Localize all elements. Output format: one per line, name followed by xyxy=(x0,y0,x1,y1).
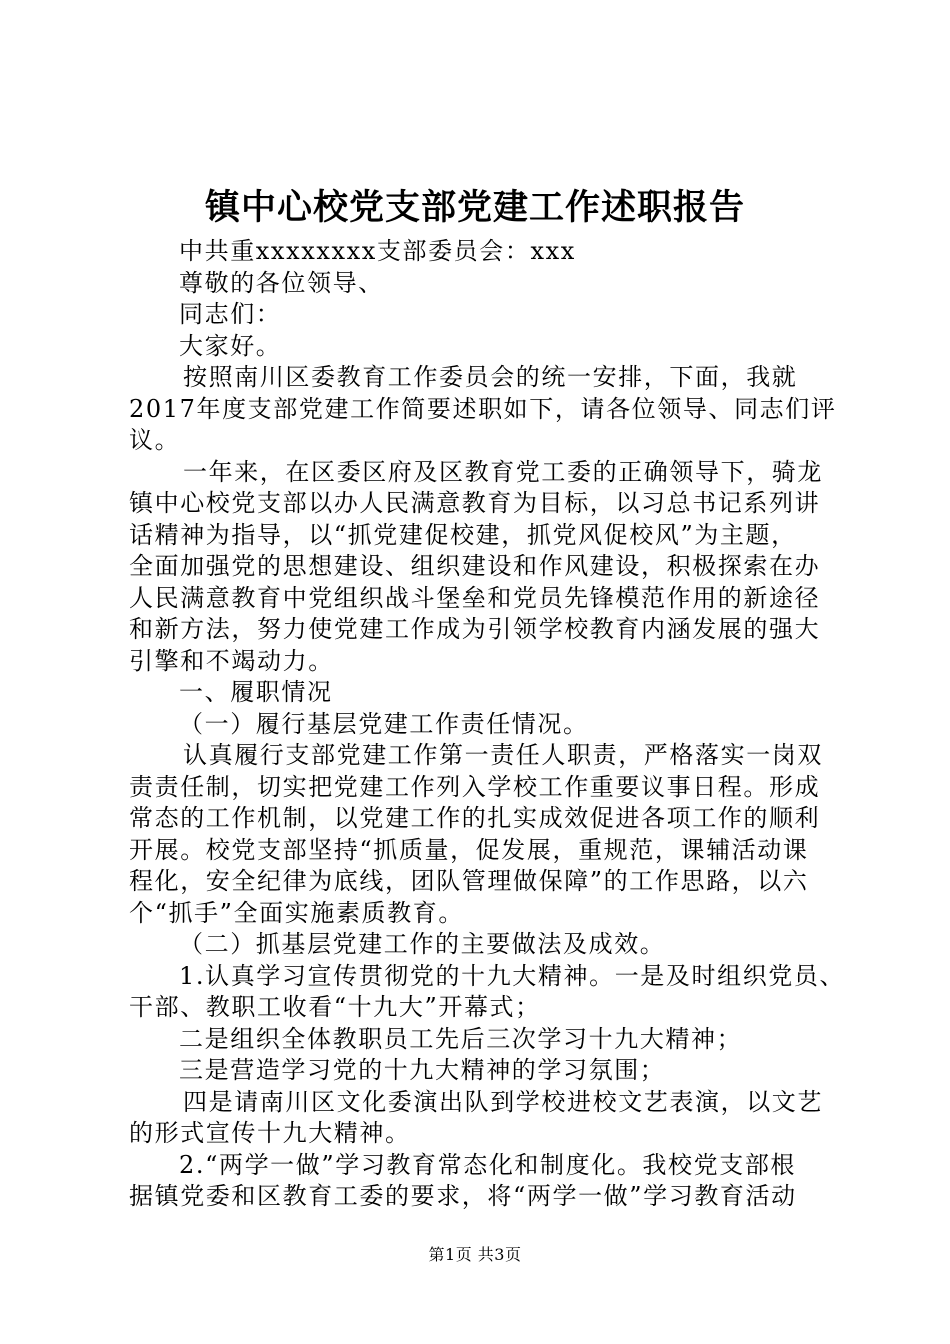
body-text-line: 按照南川区委教育工作委员会的统一安排，下面，我就 xyxy=(183,363,798,391)
body-text-line: 程化，安全纪律为底线，团队管理做保障”的工作思路，以六 xyxy=(129,867,809,895)
body-text-line: 责责任制，切实把党建工作列入学校工作重要议事日程。形成 xyxy=(129,772,821,801)
body-text-line: 1.认真学习宣传贯彻党的十九大精神。一是及时组织党员、 xyxy=(179,961,846,990)
document-title: 镇中心校党支部党建工作述职报告 xyxy=(204,187,745,228)
body-text-line: 常态的工作机制，以党建工作的扎实成效促进各项工作的顺利 xyxy=(129,804,821,832)
body-text-line: 人民满意教育中党组织战斗堡垒和党员先锋模范作用的新途径 xyxy=(129,583,821,612)
document-body xyxy=(129,236,846,1213)
body-text-line: 引擎和不竭动力。 xyxy=(129,646,334,675)
body-text-line: 议。 xyxy=(129,426,181,454)
body-text-line: 2017年度支部党建工作简要述职如下，请各位领导、同志们评 xyxy=(129,394,837,423)
body-text-line: 镇中心校党支部以办人民满意教育为目标，以习总书记系列讲 xyxy=(129,489,821,517)
body-text-line: 全面加强党的思想建设、组织建设和作风建设，积极探索在办 xyxy=(129,552,821,580)
body-text-line: 中共重xxxxxxxx支部委员会：xxx xyxy=(179,237,576,265)
body-text-line: 个“抓手”全面实施素质教育。 xyxy=(129,898,464,927)
body-text-line: 尊敬的各位领导、 xyxy=(179,268,384,297)
body-text-line: 2.“两学一做”学习教育常态化和制度化。我校党支部根 xyxy=(179,1150,797,1179)
body-text-line: 话精神为指导，以“抓党建促校建，抓党风促校风”为主题， xyxy=(129,520,797,549)
body-text-line: 认真履行支部党建工作第一责任人职责，严格落实一岗双 xyxy=(183,741,823,769)
body-text-line: 一年来，在区委区府及区教育党工委的正确领导下，骑龙 xyxy=(183,457,823,486)
body-text-line: 四是请南川区文化委演出队到学校进校文艺表演，以文艺 xyxy=(183,1087,823,1116)
body-text-line: 干部、教职工收看“十九大”开幕式； xyxy=(129,993,541,1021)
body-text-line: 开展。校党支部坚持“抓质量，促发展，重规范，课辅活动课 xyxy=(129,835,809,864)
page-footer: 第1页 共3页 xyxy=(428,1245,522,1264)
body-text-line: 三是营造学习党的十九大精神的学习氛围； xyxy=(179,1056,666,1084)
body-text-line: 一、履职情况 xyxy=(179,678,333,706)
body-text-line: （一）履行基层党建工作责任情况。 xyxy=(179,709,589,738)
body-text-line: 同志们： xyxy=(179,300,282,328)
body-text-line: 据镇党委和区教育工委的要求，将“两学一做”学习教育活动 xyxy=(129,1182,797,1210)
body-text-line: 和新方法，努力使党建工作成为引领学校教育内涵发展的强大 xyxy=(129,615,821,643)
body-text-line: （二）抓基层党建工作的主要做法及成效。 xyxy=(179,930,666,958)
body-text-line: 二是组织全体教职员工先后三次学习十九大精神； xyxy=(179,1024,743,1053)
body-text-line: 的形式宣传十九大精神。 xyxy=(129,1119,411,1147)
body-text-line: 大家好。 xyxy=(179,331,282,360)
